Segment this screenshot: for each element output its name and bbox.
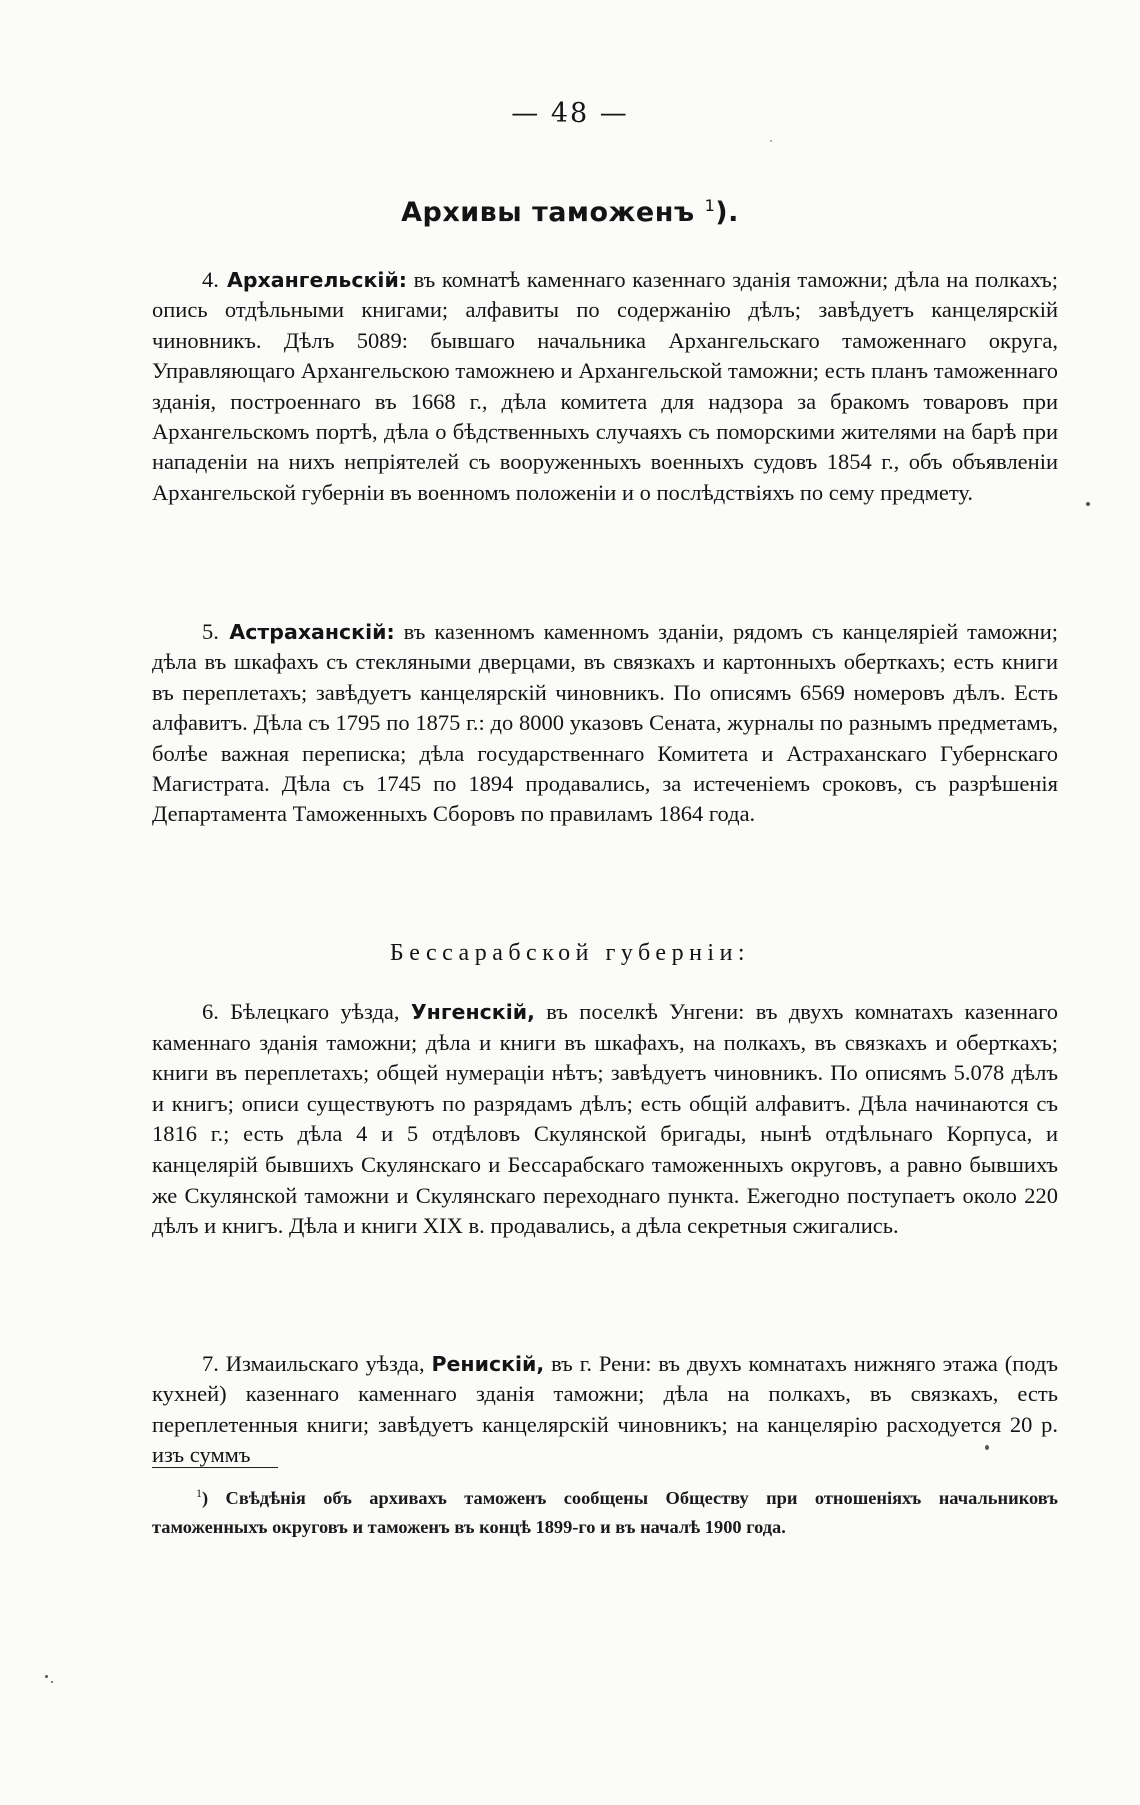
- entry-ungheni: [152, 997, 1058, 1242]
- page-title: [0, 196, 1140, 228]
- entry-text: въ комнатѣ каменнаго казеннаго зданія таможни; дѣла на полкахъ; опись отдѣльными книгами; алфавиты по содержанію дѣлъ; завѣдуетъ канцелярскій чиновникъ. Дѣлъ 5089: бывшаго начальника Архангельскаго таможеннаго округа, Управляющаго Архангельскою таможнею и Архангельской таможни; есть планъ таможеннаго зданія, построеннаго въ 1668 г., дѣла комитета для надзора за бракомъ товаровъ при Архангельскомъ портѣ, дѣла о бѣдственныхъ случаяхъ съ поморскими жителями на барѣ при нападеніи на нихъ непріятелей съ вооруженныхъ военныхъ судовъ 1854 г., объ объявленіи Архангельской губерніи въ военномъ положеніи и о послѣдствіяхъ по сему предмету.: [152, 267, 1059, 505]
- paragraph: [152, 997, 1058, 1242]
- entry-text: въ казенномъ каменномъ зданіи, рядомъ съ канцеляріей таможни; дѣла въ шкафахъ съ стекляными дверцами, въ связкахъ и картонныхъ оберткахъ; есть книги въ переплетахъ; завѣдуетъ канцелярскій чиновникъ. По описямъ 6569 номеровъ дѣлъ. Есть алфавитъ. Дѣла съ 1795 по 1875 г.: до 8000 указовъ Сената, журналы по разнымъ предметамъ, болѣе важная переписка; дѣла государственнаго Комитета и Астраханскаго Губернскаго Магистрата. Дѣла съ 1745 по 1894 продавались, за истеченіемъ сроковъ, съ разрѣшенія Департамента Таможенныхъ Сборовъ по правиламъ 1864 года.: [152, 619, 1058, 827]
- entry-name: Унгенскій,: [410, 1000, 535, 1024]
- entry-number: 6.: [202, 999, 219, 1024]
- entry-arkhangelsk: [152, 265, 1058, 508]
- entry-number: 4.: [202, 267, 219, 292]
- entry-name: Астраханскій:: [229, 620, 395, 644]
- footnote: [152, 1479, 1058, 1542]
- footnote-divider: [152, 1467, 278, 1468]
- section-heading: Бессарабской губерніи:: [389, 940, 751, 966]
- paragraph: [152, 617, 1058, 830]
- title-tail: ).: [715, 197, 739, 228]
- footnote-text: ) Свѣдѣнія объ архивахъ таможенъ сообщены Обществу при отношеніяхъ начальниковъ таможенныхъ округовъ и таможенъ въ концѣ 1899-го и въ началѣ 1900 года.: [152, 1488, 1058, 1538]
- entry-prefix: Бѣлецкаго уѣзда,: [218, 999, 411, 1024]
- entry-text: въ г. Рени: въ двухъ комнатахъ нижняго этажа (подъ кухней) казеннаго каменнаго зданія таможни; дѣла на полкахъ, въ связкахъ, есть переплетенныя книги; завѣдуетъ канцелярскій чиновникъ; на канцелярію расходуется 20 р. изъ суммъ: [152, 1351, 1058, 1468]
- entry-name: Архангельскій:: [227, 268, 408, 292]
- entry-prefix: Измаильскаго уѣзда,: [218, 1351, 432, 1376]
- paper-speck: [770, 140, 772, 142]
- entry-text: въ поселкѣ Унгени: въ двухъ комнатахъ казеннаго каменнаго зданія таможни; дѣла и книги въ шкафахъ, на полкахъ, въ связкахъ и оберткахъ; книги въ переплетахъ; общей нумераціи нѣтъ; завѣдуетъ чиновникъ. По описямъ 5.078 дѣлъ и книгъ; описи существуютъ по разрядамъ дѣлъ; есть общій алфавитъ. Дѣла начинаются съ 1816 г.; есть дѣла 4 и 5 отдѣловъ Скулянской бригады, нынѣ отдѣльнаго Корпуса, и канцелярій бывшихъ Скулянскаго и Бессарабскаго таможенныхъ округовъ, а равно бывшихъ же Скулянской таможни и Скулянскаго переходнаго пункта. Ежегодно поступаетъ около 220 дѣлъ и книгъ. Дѣла и книги XIX в. продавались, а дѣла секретныя сжигались.: [152, 999, 1058, 1239]
- paper-speck: [985, 1445, 989, 1450]
- entry-astrakhan: [152, 617, 1058, 830]
- title-footnote-mark: 1: [704, 196, 716, 215]
- entry-number: 7.: [202, 1351, 219, 1376]
- paragraph: [152, 1349, 1058, 1471]
- entry-reni: [152, 1349, 1058, 1471]
- paper-speck: [51, 1681, 53, 1683]
- paper-speck: [45, 1675, 48, 1678]
- page-number: — 48 —: [511, 98, 629, 129]
- paragraph: [152, 265, 1058, 508]
- title-text: Архивы таможенъ: [401, 197, 695, 228]
- entry-name: Ренискій,: [431, 1352, 545, 1376]
- entry-number: 5.: [202, 619, 219, 644]
- footnote-mark: 1: [196, 1486, 202, 1500]
- paper-speck: [1086, 502, 1090, 506]
